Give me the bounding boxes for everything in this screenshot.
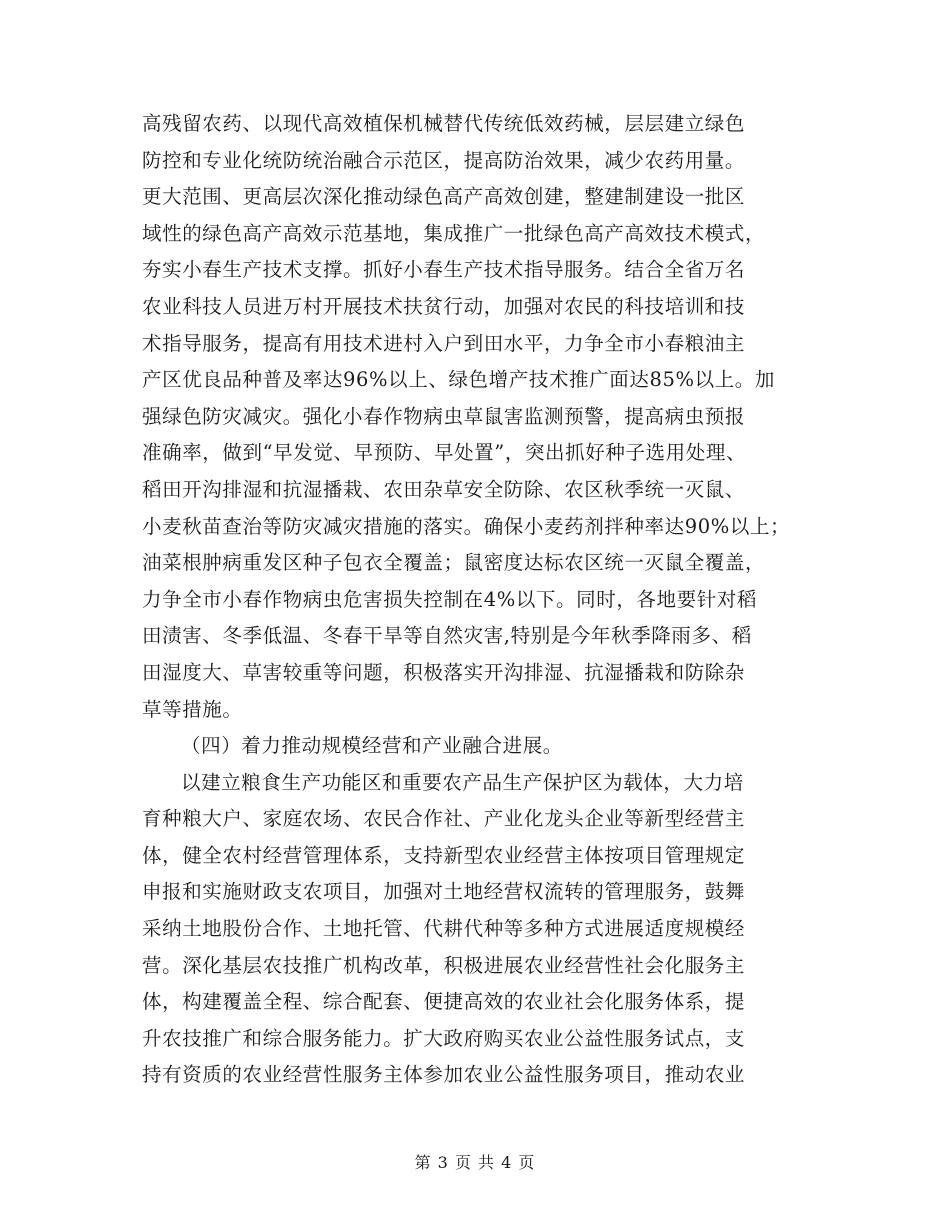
paragraph-first-line: 以建立粮食生产功能区和重要农产品生产保护区为载体，大力培 [181, 770, 744, 794]
text-line: 防控和专业化统防统治融合示范区，提高防治效果，减少农药用量。 [142, 148, 746, 172]
text-line: 小麦秋苗查治等防灾减灾措施的落实。确保小麦药剂拌种率达90%以上； [142, 514, 791, 538]
text-line: 力争全市小春作物病虫危害损失控制在4%以下。同时，各地要针对稻 [142, 587, 758, 611]
text-line: 田渍害、冬季低温、冬春干旱等自然灾害,特别是今年秋季降雨多、稻 [142, 624, 752, 648]
text-line: 术指导服务，提高有用技术进村入户到田水平，力争全市小春粮油主 [142, 331, 746, 355]
text-line: 高残留农药、以现代高效植保机械替代传统低效药械，层层建立绿色 [142, 112, 746, 135]
text-line: 申报和实施财政支农项目，加强对土地经营权流转的管理服务，鼓舞 [142, 880, 746, 904]
text-line: 更大范围、更高层次深化推动绿色高产高效创建，整建制建设一批区 [142, 185, 746, 209]
text-line: 域性的绿色高产高效示范基地，集成推广一批绿色高产高效技术模式， [142, 221, 766, 245]
text-line: 采纳土地股份合作、土地托管、代耕代种等多种方式进展适度规模经 [142, 917, 746, 941]
text-line: 体，构建覆盖全程、综合配套、便捷高效的农业社会化服务体系，提 [142, 990, 746, 1014]
text-line: 田湿度大、草害较重等问题，积极落实开沟排湿、抗湿播栽和防除杂 [142, 660, 746, 684]
text-line: 营。深化基层农技推广机构改革，积极进展农业经营性社会化服务主 [142, 953, 746, 977]
text-line: 体，健全农村经营管理体系，支持新型农业经营主体按项目管理规定 [142, 843, 746, 867]
text-line: 农业科技人员进万村开展技术扶贫行动，加强对农民的科技培训和技 [142, 294, 746, 318]
text-line: 强绿色防灾减灾。强化小春作物病虫草鼠害监测预警，提高病虫预报 [142, 404, 746, 428]
text-line: 草等措施。 [142, 697, 243, 721]
text-line: 夯实小春生产技术支撑。抓好小春生产技术指导服务。结合全省万名 [142, 258, 746, 282]
page-footer: 第 3 页 共 4 页 [414, 1153, 536, 1172]
text-line: 准确率，做到“早发觉、早预防、早处置”，突出抓好种子选用处理、 [142, 441, 747, 465]
text-line: 产区优良品种普及率达96%以上、绿色增产技术推广面达85%以上。加 [142, 368, 775, 392]
text-line: 油菜根肿病重发区种子包衣全覆盖；鼠密度达标农区统一灭鼠全覆盖， [142, 551, 766, 575]
text-line: 持有资质的农业经营性服务主体参加农业公益性服务项目，推动农业 [142, 1063, 746, 1087]
body-text [142, 106, 832, 1094]
text-line: 升农技推广和综合服务能力。扩大政府购买农业公益性服务试点，支 [142, 1026, 746, 1050]
section-heading: （四）着力推动规模经营和产业融合进展。 [181, 734, 563, 758]
text-line: 稻田开沟排湿和抗湿播栽、农田杂草安全防除、农区秋季统一灭鼠、 [142, 477, 746, 501]
text-line: 育种粮大户、家庭农场、农民合作社、产业化龙头企业等新型经营主 [142, 807, 746, 831]
